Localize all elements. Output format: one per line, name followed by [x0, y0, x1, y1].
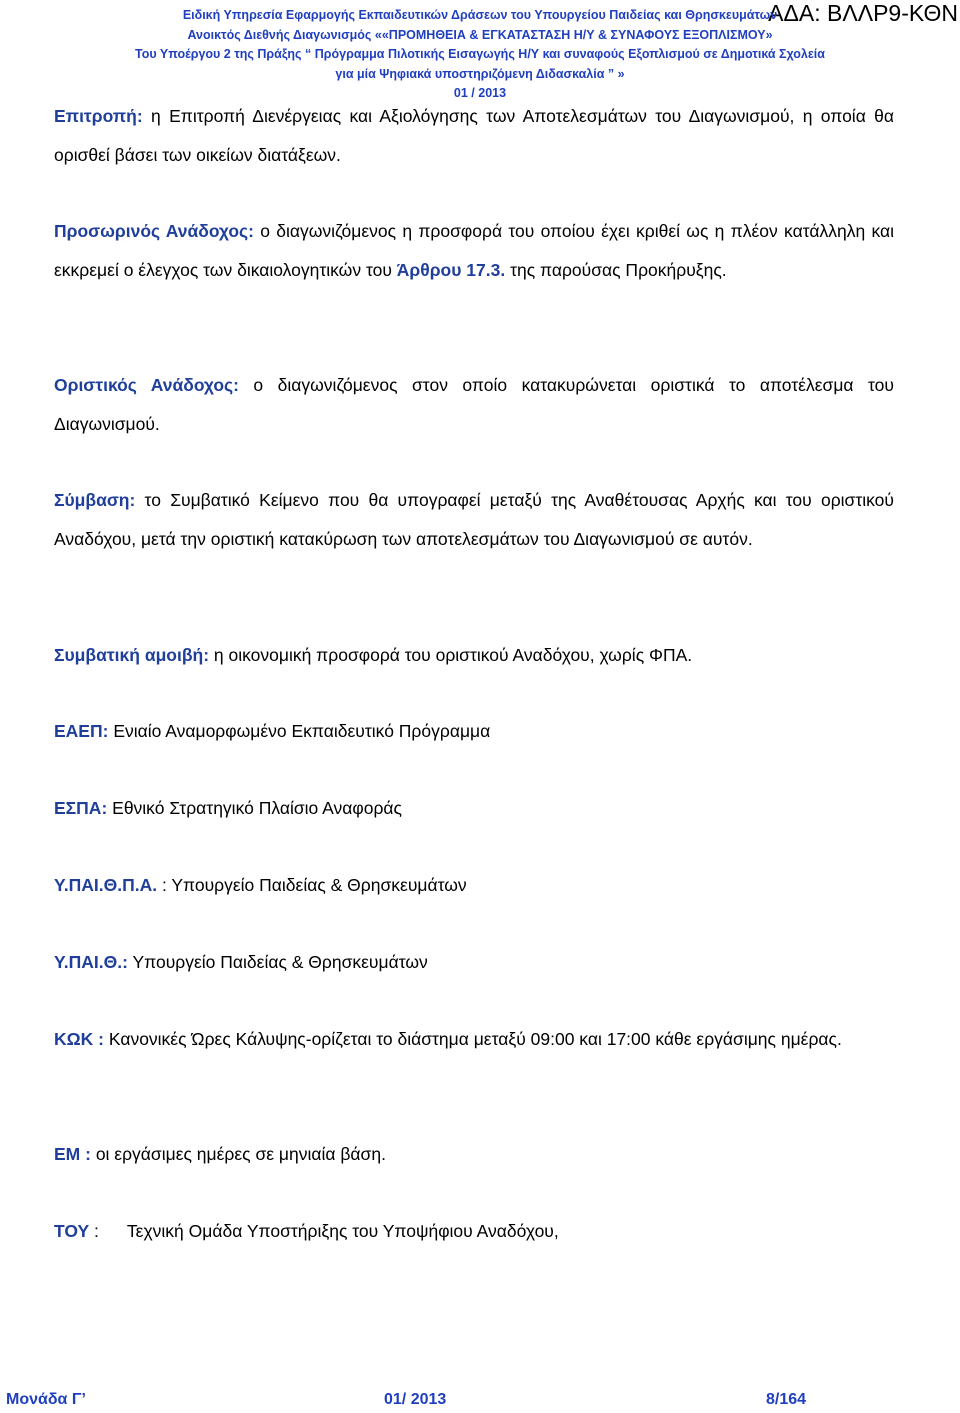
text-ypaith: Υπουργείο Παιδείας & Θρησκευμάτων: [127, 952, 428, 972]
page-header: [0, 6, 960, 104]
text-provisional-a: ο διαγωνιζόμενος η προσφορά του οποίου έχει κριθεί ως η πλέον κατάλληλη και εκκρεμεί ο έλεγχος των δικαιολογητικών του: [54, 221, 894, 280]
term-ypaithpa: Υ.ΠΑΙ.Θ.Π.Α.: [54, 875, 158, 895]
term-contract: Σύμβαση:: [54, 490, 136, 510]
definition-provisional-contractor: [54, 212, 894, 289]
definition-contract-fee: [54, 636, 894, 675]
text-contract-fee: η οικονομική προσφορά του οριστικού Αναδόχου, χωρίς ΦΠΑ.: [209, 645, 693, 665]
definition-eaep: [54, 712, 894, 751]
term-espa: ΕΣΠΑ:: [54, 798, 108, 818]
text-em: οι εργάσιμες ημέρες σε μηνιαία βάση.: [90, 1144, 386, 1164]
term-ypaith: Υ.ΠΑΙ.Θ.:: [54, 952, 128, 972]
definition-kok: [54, 1020, 894, 1059]
page-footer: [0, 1388, 960, 1412]
term-final-contractor: Οριστικός Ανάδοχος:: [54, 375, 239, 395]
text-toy: Τεχνική Ομάδα Υποστήριξης του Υποψήφιου Αναδόχου,: [126, 1221, 559, 1241]
header-line-5: 01 / 2013: [453, 86, 507, 101]
text-committee: η Επιτροπή Διενέργειας και Αξιολόγησης των Αποτελεσμάτων του Διαγωνισμού, η οποία θα ορισθεί βάσει των οικείων διατάξεων.: [54, 106, 894, 165]
definition-ypaith: [54, 943, 894, 982]
term-contract-fee: Συμβατική αμοιβή:: [54, 645, 210, 665]
footer-number: 01/ 2013: [384, 1391, 447, 1408]
definition-committee: [54, 97, 894, 174]
colon-toy: :: [89, 1221, 99, 1241]
header-line-3: Του Υποέργου 2 της Πράξης “ Πρόγραμμα Πιλοτικής Εισαγωγής Η/Υ και συναφούς Εξοπλισμού σε Δημοτικά Σχολεία: [135, 47, 825, 62]
definition-ypaithpa: [54, 866, 894, 905]
text-espa: Εθνικό Στρατηγικό Πλαίσιο Αναφοράς: [107, 798, 402, 818]
term-eaep: ΕΑΕΠ:: [54, 721, 109, 741]
text-provisional-b: της παρούσας Προκήρυξης.: [505, 259, 727, 280]
term-kok: ΚΩΚ :: [54, 1029, 104, 1049]
term-em: ΕΜ :: [54, 1144, 91, 1164]
text-final-contractor: ο διαγωνιζόμενος στον οποίο κατακυρώνεται οριστικά το αποτέλεσμα του Διαγωνισμού.: [54, 375, 894, 434]
header-line-4: για μία Ψηφιακά υποστηριζόμενη Διδασκαλία ” »: [335, 66, 625, 81]
text-kok: Κανονικές Ώρες Κάλυψης-ορίζεται το διάστημα μεταξύ 09:00 και 17:00 κάθε εργάσιμης ημέρας.: [104, 1029, 842, 1049]
definition-em: [54, 1135, 894, 1174]
term-toy: ΤΟΥ: [54, 1221, 90, 1241]
page-number: 8/164: [766, 1391, 807, 1408]
definition-contract: [54, 481, 894, 558]
header-line-2: Ανοικτός Διεθνής Διαγωνισμός ««ΠΡΟΜΗΘΕΙΑ & ΕΓΚΑΤΑΣΤΑΣΗ Η/Υ & ΣΥΝΑΦΟΥΣ ΕΞΟΠΛΙΣΜΟΥ»: [187, 27, 773, 42]
footer-unit: Μονάδα Γ’: [6, 1391, 86, 1408]
ada-code: ΑΔΑ: ΒΛΛΡ9-ΚΘΝ: [768, 0, 958, 26]
text-eaep: Ενιαίο Αναμορφωμένο Εκπαιδευτικό Πρόγραμμα: [108, 721, 491, 741]
term-provisional-contractor: Προσωρινός Ανάδοχος:: [54, 221, 254, 241]
text-ypaithpa: : Υπουργείο Παιδείας & Θρησκευμάτων: [157, 875, 467, 895]
definition-final-contractor: [54, 366, 894, 443]
definition-espa: [54, 789, 894, 828]
article-reference: Άρθρου 17.3.: [396, 259, 506, 280]
definition-toy: [54, 1212, 894, 1251]
term-committee: Επιτροπή:: [54, 106, 143, 126]
text-contract: το Συμβατικό Κείμενο που θα υπογραφεί μεταξύ της Αναθέτουσας Αρχής και του οριστικού Αναδόχου, μετά την οριστική κατακύρωση των αποτελεσμάτων του Διαγωνισμού σε αυτόν.: [54, 490, 894, 549]
header-line-1: Ειδική Υπηρεσία Εφαρμογής Εκπαιδευτικών Δράσεων του Υπουργείου Παιδείας και Θρησκευμάτων: [182, 8, 778, 22]
